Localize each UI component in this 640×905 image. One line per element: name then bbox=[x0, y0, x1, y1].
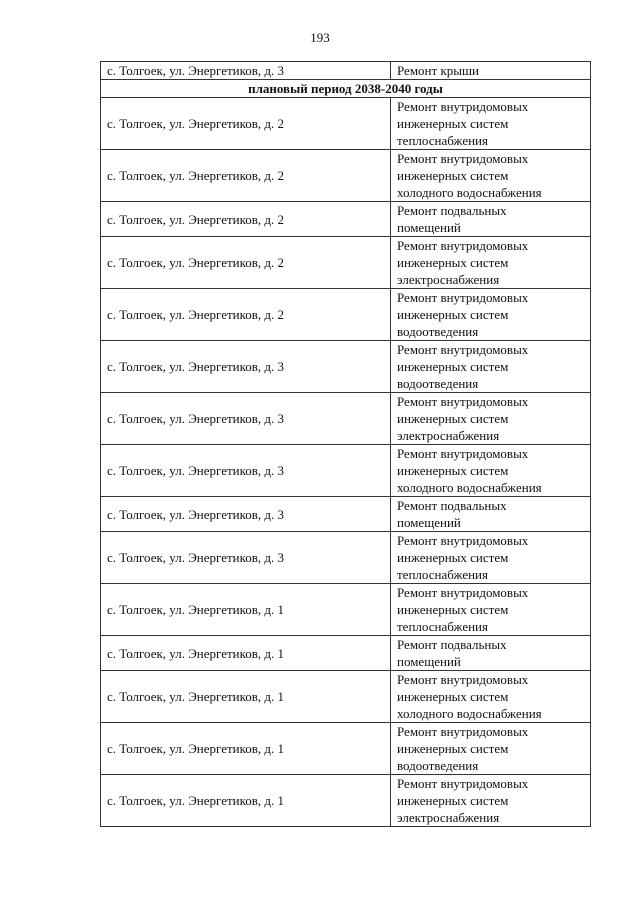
address-cell: с. Толгоек, ул. Энергетиков, д. 2 bbox=[101, 202, 391, 237]
table-row bbox=[101, 671, 591, 723]
work-type-cell: Ремонт внутридомовых инженерных систем электроснабжения bbox=[391, 775, 591, 827]
address-cell: с. Толгоек, ул. Энергетиков, д. 3 bbox=[101, 532, 391, 584]
section-header-row bbox=[101, 80, 591, 98]
section-title: плановый период 2038-2040 годы bbox=[101, 80, 591, 98]
address-cell: с. Толгоек, ул. Энергетиков, д. 3 bbox=[101, 393, 391, 445]
table-row bbox=[101, 497, 591, 532]
address-cell: с. Толгоек, ул. Энергетиков, д. 3 bbox=[101, 445, 391, 497]
repair-schedule-table bbox=[100, 61, 591, 827]
work-type-cell: Ремонт подвальных помещений bbox=[391, 497, 591, 532]
table-row bbox=[101, 775, 591, 827]
table-row bbox=[101, 584, 591, 636]
address-cell: с. Толгоек, ул. Энергетиков, д. 3 bbox=[101, 341, 391, 393]
address-cell: с. Толгоек, ул. Энергетиков, д. 1 bbox=[101, 723, 391, 775]
address-cell: с. Толгоек, ул. Энергетиков, д. 3 bbox=[101, 497, 391, 532]
address-cell: с. Толгоек, ул. Энергетиков, д. 1 bbox=[101, 584, 391, 636]
work-type-cell: Ремонт внутридомовых инженерных систем водоотведения bbox=[391, 289, 591, 341]
work-type-cell: Ремонт внутридомовых инженерных систем холодного водоснабжения bbox=[391, 150, 591, 202]
table-row bbox=[101, 723, 591, 775]
table-row bbox=[101, 202, 591, 237]
work-type-cell: Ремонт подвальных помещений bbox=[391, 202, 591, 237]
address-cell: с. Толгоек, ул. Энергетиков, д. 2 bbox=[101, 237, 391, 289]
table-row bbox=[101, 445, 591, 497]
table-row bbox=[101, 150, 591, 202]
table-row bbox=[101, 237, 591, 289]
work-type-cell: Ремонт подвальных помещений bbox=[391, 636, 591, 671]
table-row bbox=[101, 636, 591, 671]
work-type-cell: Ремонт внутридомовых инженерных систем холодного водоснабжения bbox=[391, 445, 591, 497]
address-cell: с. Толгоек, ул. Энергетиков, д. 1 bbox=[101, 636, 391, 671]
work-type-cell: Ремонт внутридомовых инженерных систем водоотведения bbox=[391, 723, 591, 775]
address-cell: с. Толгоек, ул. Энергетиков, д. 1 bbox=[101, 775, 391, 827]
work-type-cell: Ремонт внутридомовых инженерных систем холодного водоснабжения bbox=[391, 671, 591, 723]
work-type-cell: Ремонт внутридомовых инженерных систем электроснабжения bbox=[391, 237, 591, 289]
table-row bbox=[101, 393, 591, 445]
address-cell: с. Толгоек, ул. Энергетиков, д. 2 bbox=[101, 150, 391, 202]
work-type-cell: Ремонт внутридомовых инженерных систем теплоснабжения bbox=[391, 98, 591, 150]
address-cell: с. Толгоек, ул. Энергетиков, д. 3 bbox=[101, 62, 391, 80]
work-type-cell: Ремонт внутридомовых инженерных систем водоотведения bbox=[391, 341, 591, 393]
table-row bbox=[101, 98, 591, 150]
address-cell: с. Толгоек, ул. Энергетиков, д. 2 bbox=[101, 98, 391, 150]
page-number: 193 bbox=[310, 30, 330, 45]
work-type-cell: Ремонт внутридомовых инженерных систем теплоснабжения bbox=[391, 532, 591, 584]
address-cell: с. Толгоек, ул. Энергетиков, д. 1 bbox=[101, 671, 391, 723]
table-row bbox=[101, 532, 591, 584]
table-row bbox=[101, 289, 591, 341]
address-cell: с. Толгоек, ул. Энергетиков, д. 2 bbox=[101, 289, 391, 341]
work-type-cell: Ремонт крыши bbox=[391, 62, 591, 80]
work-type-cell: Ремонт внутридомовых инженерных систем электроснабжения bbox=[391, 393, 591, 445]
work-type-cell: Ремонт внутридомовых инженерных систем теплоснабжения bbox=[391, 584, 591, 636]
table-row bbox=[101, 341, 591, 393]
table-row bbox=[101, 62, 591, 80]
